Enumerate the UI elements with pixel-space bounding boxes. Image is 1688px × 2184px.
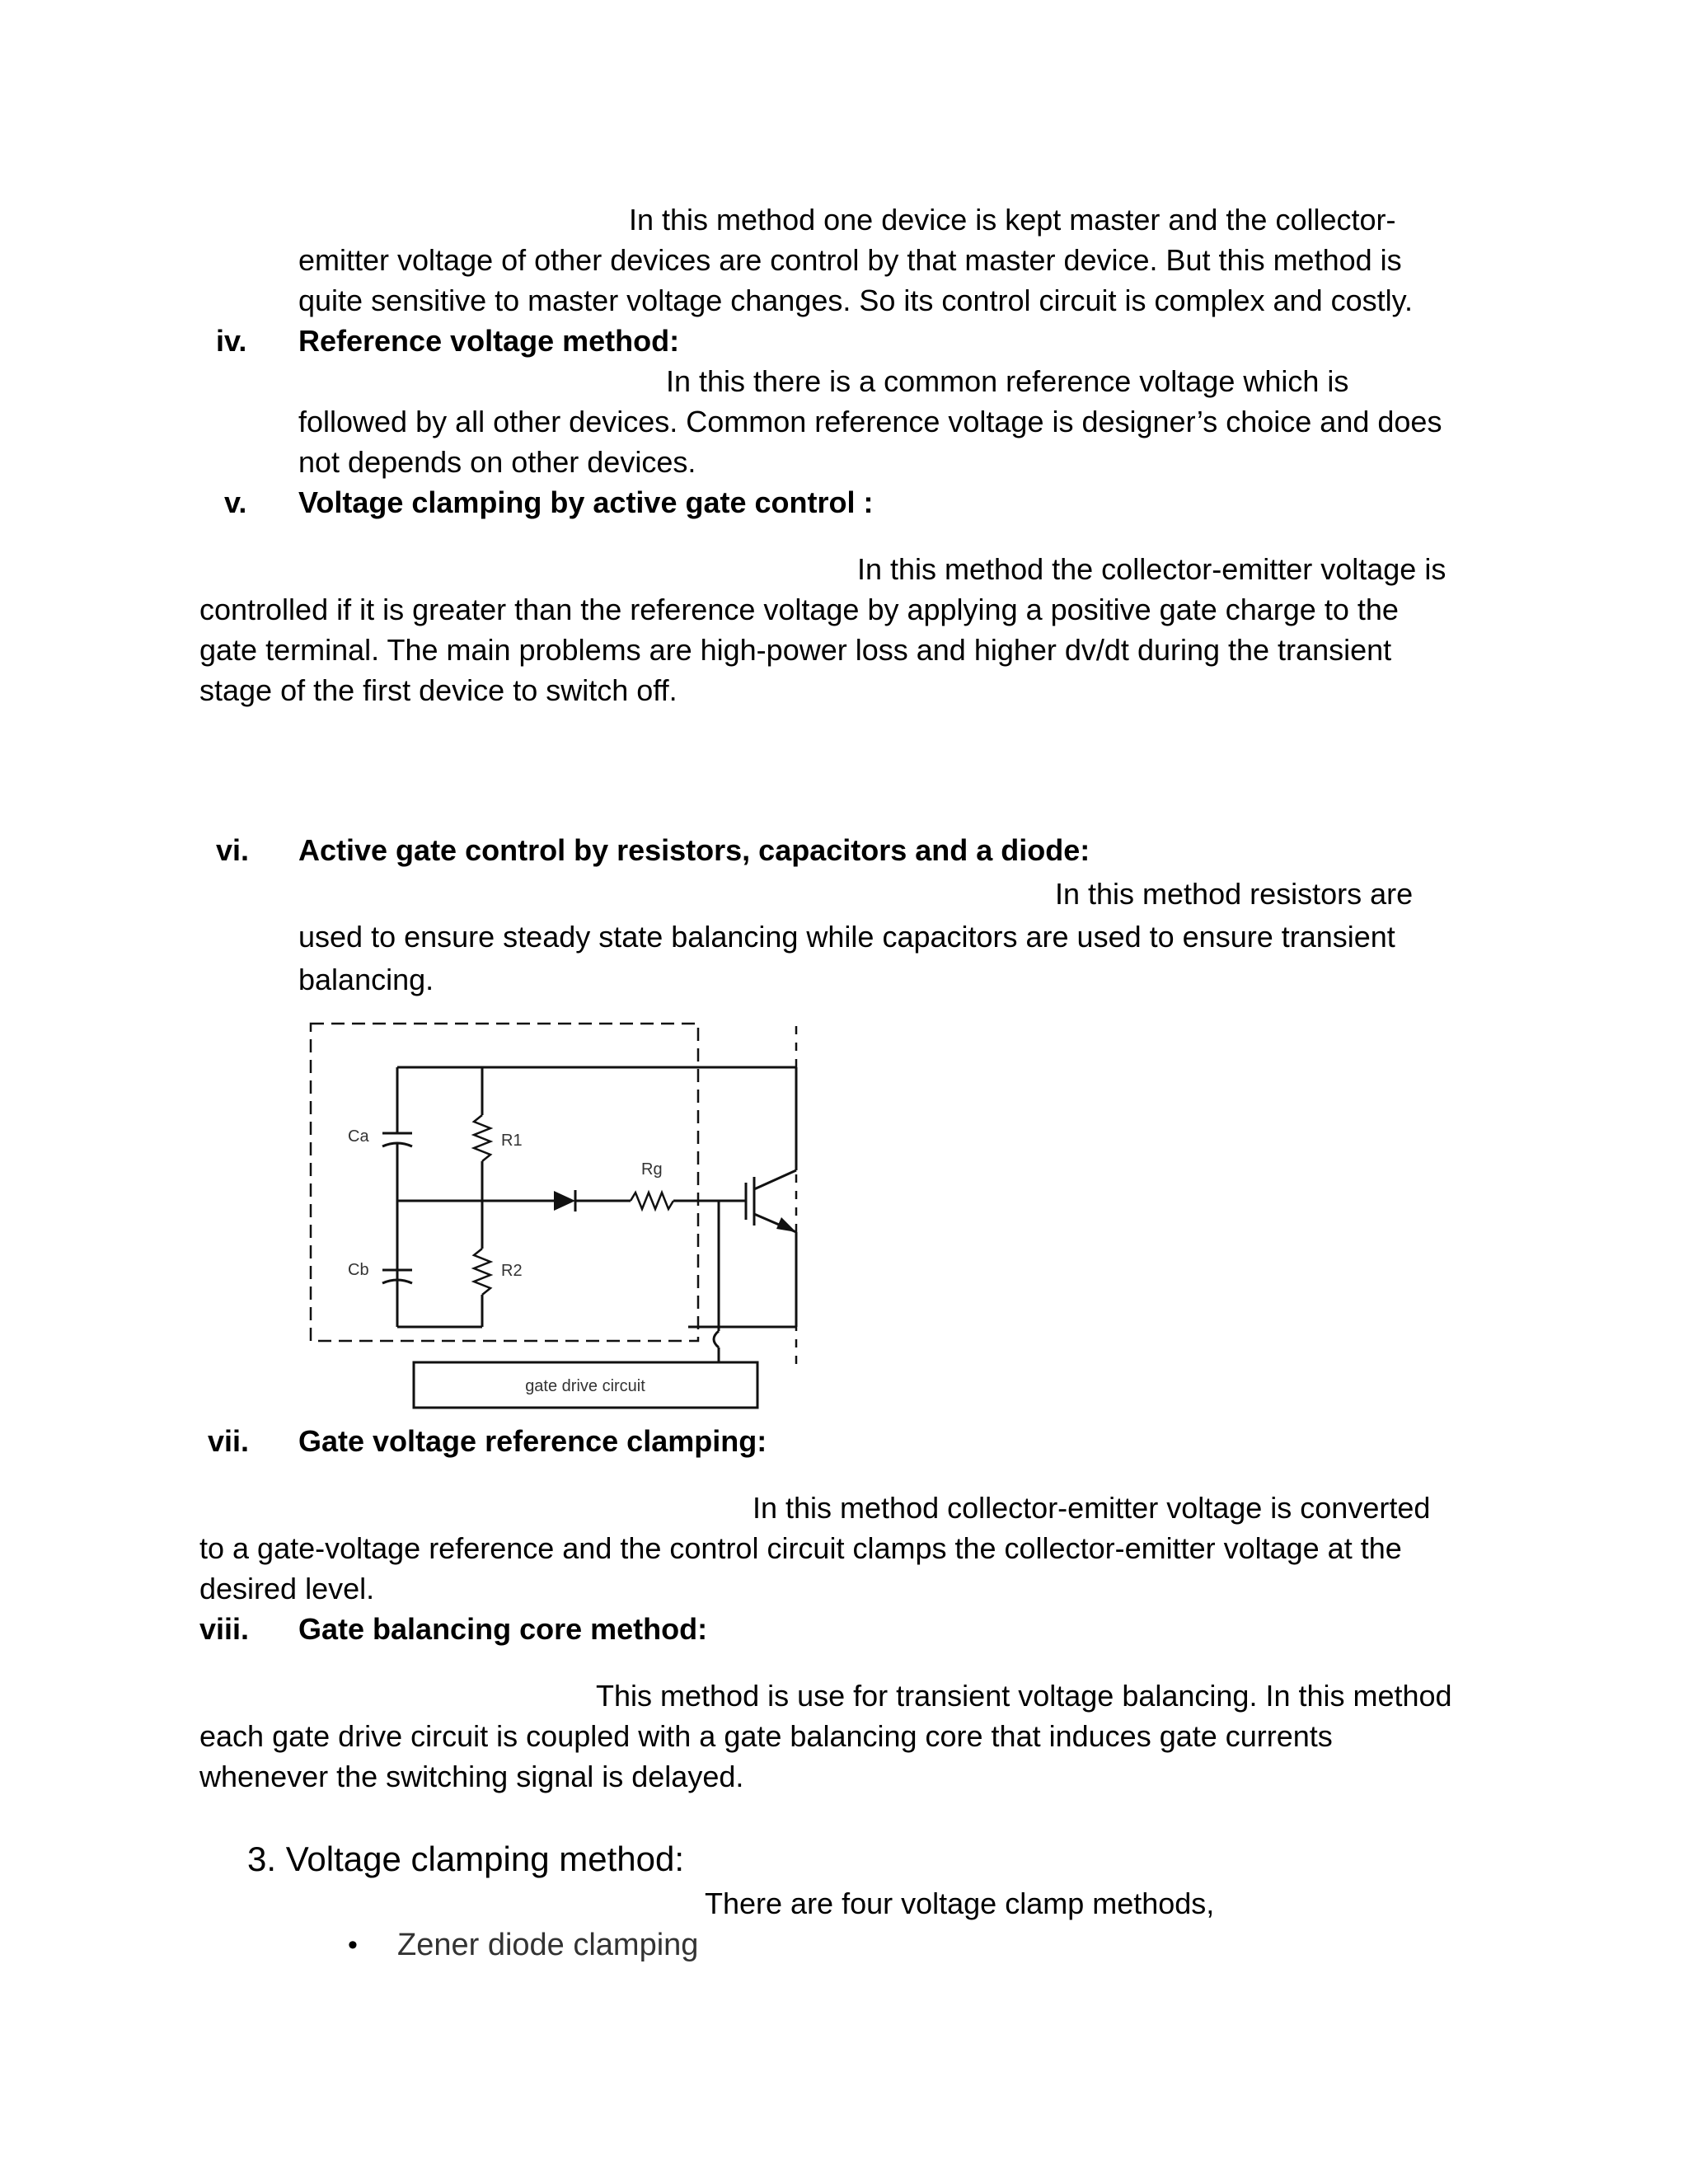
item-title: Reference voltage method: xyxy=(298,324,680,358)
item-numeral: vi. xyxy=(216,833,250,867)
item-numeral: vii. xyxy=(208,1424,250,1458)
body-line: emitter voltage of other devices are control by that master device. But this method is xyxy=(298,243,1402,277)
circuit-diagram xyxy=(297,1010,808,1409)
item-numeral: iv. xyxy=(216,324,247,358)
body-line: not depends on other devices. xyxy=(298,445,696,479)
body-line: stage of the first device to switch off. xyxy=(199,673,678,707)
body-line: gate terminal. The main problems are high-power loss and higher dv/dt during the transient xyxy=(199,633,1392,667)
body-line: controlled if it is greater than the reference voltage by applying a positive gate charge to the xyxy=(199,593,1399,626)
body-line: to a gate-voltage reference and the control circuit clamps the collector-emitter voltage at the xyxy=(199,1531,1402,1565)
label-gate-drive: gate drive circuit xyxy=(525,1377,645,1395)
body-line: In this there is a common reference voltage which is xyxy=(666,364,1349,398)
body-line: whenever the switching signal is delayed. xyxy=(199,1760,744,1793)
item-numeral: viii. xyxy=(199,1612,250,1646)
body-line: In this method resistors are xyxy=(1055,877,1414,911)
item-title: Voltage clamping by active gate control : xyxy=(298,485,874,519)
section-heading: 3. Voltage clamping method: xyxy=(247,1840,685,1878)
label-ca: Ca xyxy=(348,1127,369,1146)
item-title: Active gate control by resistors, capacitors and a diode: xyxy=(298,833,1090,867)
body-line: desired level. xyxy=(199,1572,375,1605)
bullet-dot: • xyxy=(348,1929,358,1961)
label-rg: Rg xyxy=(641,1160,663,1179)
bullet-item: Zener diode clamping xyxy=(397,1928,699,1962)
body-line: In this method the collector-emitter voltage is xyxy=(857,552,1447,586)
body-line: used to ensure steady state balancing while capacitors are used to ensure transient xyxy=(298,920,1395,954)
label-r1: R1 xyxy=(501,1132,523,1150)
body-line: There are four voltage clamp methods, xyxy=(705,1886,1215,1920)
label-r2: R2 xyxy=(501,1262,523,1280)
item-title: Gate voltage reference clamping: xyxy=(298,1424,767,1458)
item-title: Gate balancing core method: xyxy=(298,1612,708,1646)
body-line: balancing. xyxy=(298,963,434,996)
item-numeral: v. xyxy=(224,485,247,519)
body-line: This method is use for transient voltage balancing. In this method xyxy=(596,1679,1452,1713)
body-line: quite sensitive to master voltage changes. So its control circuit is complex and costly. xyxy=(298,284,1413,317)
label-cb: Cb xyxy=(348,1261,369,1279)
body-line: followed by all other devices. Common reference voltage is designer’s choice and does xyxy=(298,405,1442,438)
body-line: each gate drive circuit is coupled with a gate balancing core that induces gate currents xyxy=(199,1719,1333,1753)
body-line: In this method one device is kept master and the collector- xyxy=(629,203,1396,237)
body-line: In this method collector-emitter voltage is converted xyxy=(753,1491,1431,1525)
